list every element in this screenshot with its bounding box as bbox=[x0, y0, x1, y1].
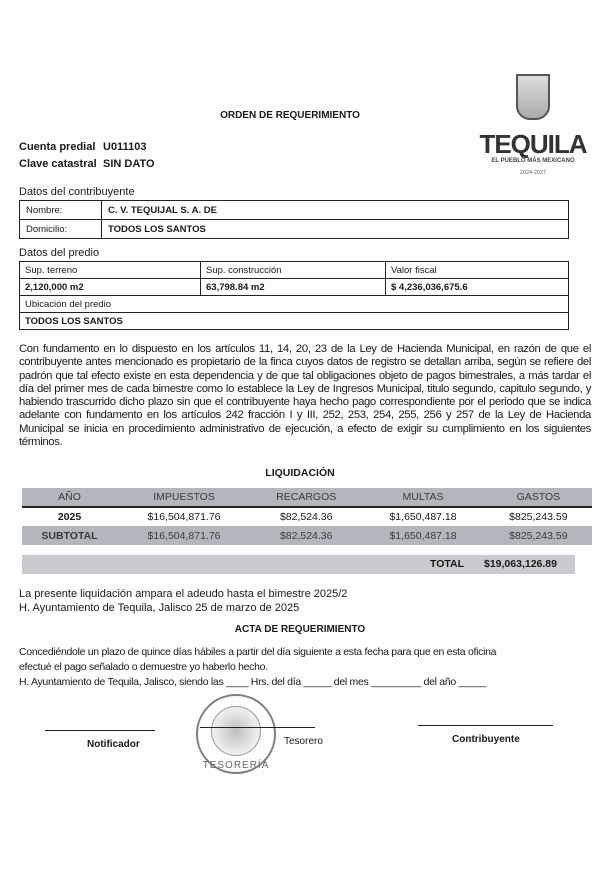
total-value: $19,063,126.89 bbox=[484, 558, 557, 570]
nombre-label: Nombre: bbox=[20, 201, 102, 220]
predio-heading: Datos del predio bbox=[19, 247, 100, 259]
acta-line1: Concediéndole un plazo de quince días hábiles a partir del día siguiente a esta fecha para que en esta oficina bbox=[19, 646, 497, 658]
clave-catastral-label: Clave catastral bbox=[19, 158, 97, 170]
legal-paragraph: Con fundamento en lo dispuesto en los artículos 11, 14, 20, 23 de la Ley de Hacienda Municipal, en razón de que el contribuyente antes mencionado es propietario de la finca cuyos datos de registro se detallan arriba, según se refiere del padrón que tal efecto existe en esta dependencia y de que tal obligaciones objeto de pagos bimestrales, a más tardar el día del primer mes de cada bimestre como lo establece la Ley de Ingresos Municipal, titulo segundo, capitulo segundo, y habiendo trascurrido dicho plazo sin que el contribuyente haya hecho pago correspondiente por el periodo que se indica adelante con fundamento en los artículos 242 fracción I y III, 252, 253, 254, 255, 256 y 257 de la Ley de Hacienda Municipal se inicia en procedimiento administrativo de ejecución, a efecto de exigir su cumplimiento en los siguientes términos. bbox=[19, 343, 591, 449]
acta-heading: ACTA DE REQUERIMIENTO bbox=[234, 624, 366, 635]
tequila-logo bbox=[478, 74, 588, 176]
sup-construccion-label: Sup. construcción bbox=[201, 262, 386, 279]
col-header: AÑO bbox=[22, 488, 117, 507]
clave-catastral bbox=[19, 158, 155, 171]
signature-line-notificador bbox=[45, 730, 155, 731]
table-row bbox=[22, 507, 592, 526]
cell: $825,243.59 bbox=[509, 511, 568, 523]
liquidacion-table bbox=[22, 488, 592, 545]
tesoreria-stamp bbox=[196, 694, 276, 774]
contribuyente-table bbox=[19, 200, 569, 239]
cell: SUBTOTAL bbox=[22, 526, 117, 545]
cuenta-predial-value: U011103 bbox=[103, 141, 147, 153]
note-bimestre: La presente liquidación ampara el adeudo hasta el bimestre 2025/2 bbox=[19, 588, 348, 600]
logo-name: TEQUILA bbox=[479, 129, 587, 159]
signature-contribuyente: Contribuyente bbox=[452, 734, 520, 745]
cell: $825,243.59 bbox=[485, 526, 592, 545]
note-date: H. Ayuntamiento de Tequila, Jalisco 25 de marzo de 2025 bbox=[19, 602, 300, 614]
cell: $1,650,487.18 bbox=[389, 511, 457, 523]
subtotal-row bbox=[22, 526, 592, 545]
col-header: RECARGOS bbox=[251, 488, 361, 507]
ubicacion-label: Ubicación del predio bbox=[20, 296, 569, 313]
total-bar bbox=[22, 555, 575, 574]
sup-construccion-value: 63,798.84 m2 bbox=[201, 279, 386, 296]
document-title: ORDEN DE REQUERIMIENTO bbox=[220, 110, 360, 121]
nombre-value: C. V. TEQUIJAL S. A. DE bbox=[102, 201, 569, 220]
clave-catastral-value: SIN DATO bbox=[103, 158, 155, 170]
signature-notificador: Notificador bbox=[87, 739, 140, 750]
cell: 2025 bbox=[57, 511, 82, 523]
ubicacion-value: TODOS LOS SANTOS bbox=[20, 313, 569, 330]
predio-table bbox=[19, 261, 569, 330]
domicilio-label: Domicilio: bbox=[20, 220, 102, 239]
valor-fiscal-value: $ 4,236,036,675.6 bbox=[386, 279, 569, 296]
cell: $16,504,871.76 bbox=[147, 511, 221, 523]
stamp-text: TESORERÍA bbox=[202, 760, 270, 771]
sup-terreno-label: Sup. terreno bbox=[20, 262, 201, 279]
liquidacion-header-row bbox=[22, 488, 592, 507]
col-header: IMPUESTOS bbox=[117, 488, 251, 507]
logo-years: 2024-2027 bbox=[519, 170, 547, 176]
sup-terreno-value: 2,120,000 m2 bbox=[20, 279, 201, 296]
cell: $82,524.36 bbox=[251, 526, 361, 545]
cell: $1,650,487.18 bbox=[361, 526, 484, 545]
valor-fiscal-label: Valor fiscal bbox=[386, 262, 569, 279]
signature-tesorero: Tesorero bbox=[284, 736, 323, 747]
signature-line-contribuyente bbox=[418, 725, 553, 726]
acta-line3: H. Ayuntamiento de Tequila, Jalisco, siendo las ____ Hrs. del día _____ del mes _________ del año _____ bbox=[19, 676, 487, 688]
domicilio-value: TODOS LOS SANTOS bbox=[102, 220, 569, 239]
contribuyente-heading: Datos del contribuyente bbox=[19, 186, 135, 198]
acta-line2: efectué el pago señalado o demuestre yo haberlo hecho. bbox=[19, 661, 268, 673]
cell: $82,524.36 bbox=[279, 511, 333, 523]
cuenta-predial bbox=[19, 141, 146, 154]
col-header: GASTOS bbox=[485, 488, 592, 507]
logo-tagline: EL PUEBLO MÁS MEXICANO bbox=[491, 158, 575, 164]
total-label: TOTAL bbox=[430, 558, 465, 570]
coat-of-arms-icon bbox=[516, 74, 550, 120]
cell: $16,504,871.76 bbox=[117, 526, 251, 545]
cuenta-predial-label: Cuenta predial bbox=[19, 141, 96, 153]
signature-line-tesorero bbox=[200, 727, 315, 728]
col-header: MULTAS bbox=[361, 488, 484, 507]
liquidacion-heading: LIQUIDACIÓN bbox=[265, 467, 335, 479]
eagle-seal-icon bbox=[211, 706, 261, 756]
